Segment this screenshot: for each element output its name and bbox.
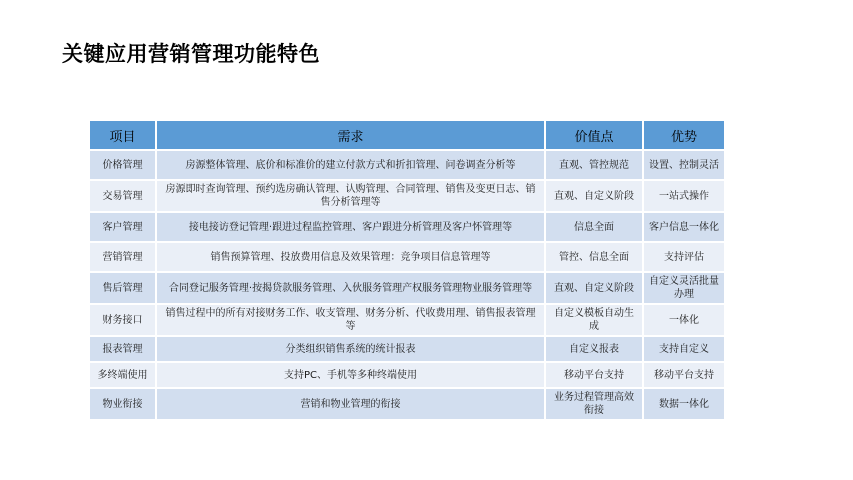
cell-requirement: 接电接访登记管理·跟进过程监控管理、客户跟进分析管理及客户怀管理等 [156, 212, 545, 242]
page-title: 关键应用营销管理功能特色 [62, 42, 320, 66]
header-value-point: 价值点 [545, 121, 643, 150]
header-requirement: 需求 [156, 121, 545, 150]
cell-item: 财务接口 [90, 304, 156, 336]
cell-advantage: 一站式操作 [643, 180, 724, 212]
cell-value-point: 直观、自定义阶段 [545, 272, 643, 304]
cell-value-point: 移动平台支持 [545, 362, 643, 388]
cell-value-point: 自定义报表 [545, 336, 643, 362]
table-header-row [90, 121, 724, 150]
table-row [90, 272, 724, 304]
feature-table [90, 121, 724, 421]
cell-requirement: 房源即时查询管理、预约选房确认管理、认购管理、合同管理、销售及变更日志、销售分析管理等 [156, 180, 545, 212]
cell-value-point: 业务过程管理高效衔接 [545, 388, 643, 420]
cell-item: 交易管理 [90, 180, 156, 212]
table-row [90, 212, 724, 242]
table-row [90, 336, 724, 362]
table-row [90, 150, 724, 180]
cell-advantage: 数据一体化 [643, 388, 724, 420]
cell-value-point: 信息全面 [545, 212, 643, 242]
table-row [90, 180, 724, 212]
cell-requirement: 房源整体管理、底价和标准价的建立付款方式和折扣管理、问卷调查分析等 [156, 150, 545, 180]
cell-advantage: 支持自定义 [643, 336, 724, 362]
header-advantage: 优势 [643, 121, 724, 150]
table-row [90, 362, 724, 388]
cell-advantage: 一体化 [643, 304, 724, 336]
cell-item: 营销管理 [90, 242, 156, 272]
cell-item: 售后管理 [90, 272, 156, 304]
cell-advantage: 客户信息一体化 [643, 212, 724, 242]
cell-requirement: 销售预算管理、投放费用信息及效果管理：竞争项目信息管理等 [156, 242, 545, 272]
cell-item: 报表管理 [90, 336, 156, 362]
cell-value-point: 直观、管控规范 [545, 150, 643, 180]
cell-value-point: 自定义模板自动生成 [545, 304, 643, 336]
table-row [90, 304, 724, 336]
cell-requirement: 合同登记服务管理·按揭贷款服务管理、入伙服务管理产权服务管理物业服务管理等 [156, 272, 545, 304]
cell-requirement: 支持PC、手机等多种终端使用 [156, 362, 545, 388]
cell-requirement: 分类组织销售系统的统计报表 [156, 336, 545, 362]
cell-item: 物业衔接 [90, 388, 156, 420]
cell-item: 价格管理 [90, 150, 156, 180]
cell-value-point: 管控、信息全面 [545, 242, 643, 272]
table-row [90, 388, 724, 420]
cell-requirement: 销售过程中的所有对接财务工作、收支管理、财务分析、代收费用理、销售报表管理等 [156, 304, 545, 336]
header-item: 项目 [90, 121, 156, 150]
cell-advantage: 自定义灵活批量办理 [643, 272, 724, 304]
cell-advantage: 移动平台支持 [643, 362, 724, 388]
table-row [90, 242, 724, 272]
cell-value-point: 直观、自定义阶段 [545, 180, 643, 212]
cell-advantage: 设置、控制灵活 [643, 150, 724, 180]
cell-item: 多终端使用 [90, 362, 156, 388]
cell-requirement: 营销和物业管理的衔接 [156, 388, 545, 420]
cell-item: 客户管理 [90, 212, 156, 242]
cell-advantage: 支持评估 [643, 242, 724, 272]
